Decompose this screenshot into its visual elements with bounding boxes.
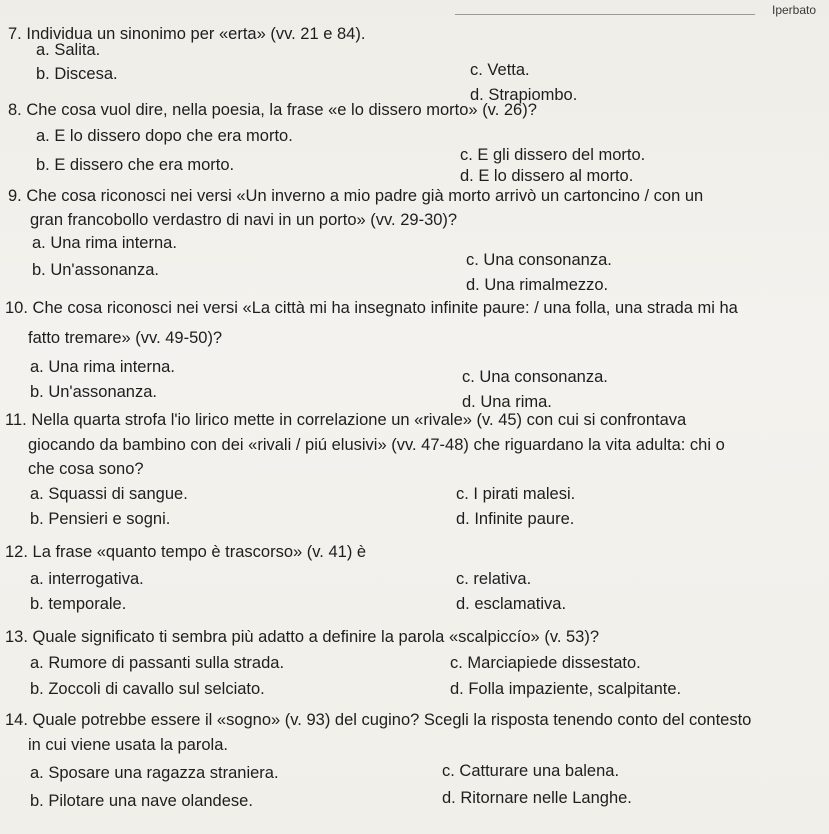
prev-answer-text: Iperbato <box>772 3 817 17</box>
question-9-text-line-1: 9. Che cosa riconosci nei versi «Un inverno a mio padre già morto arrivò un cartoncino / con un <box>8 187 704 205</box>
q11-option-c[interactable]: c. I pirati malesi. <box>456 485 576 503</box>
q13-option-a[interactable]: a. Rumore di passanti sulla strada. <box>30 654 285 672</box>
q9-option-a[interactable]: a. Una rima interna. <box>32 234 177 252</box>
question-9-text-line-2: gran francobollo verdastro di navi in un porto» (vv. 29-30)? <box>30 211 458 229</box>
q12-option-a[interactable]: a. interrogativa. <box>30 570 144 588</box>
question-10-text-line-1: 10. Che cosa riconosci nei versi «La città mi ha insegnato infinite paure: / una folla, una strada mi ha <box>5 299 738 317</box>
q9-option-b[interactable]: b. Un'assonanza. <box>32 261 159 279</box>
q8-option-b[interactable]: b. E dissero che era morto. <box>36 156 235 174</box>
q9-option-c[interactable]: c. Una consonanza. <box>466 251 612 269</box>
q11-option-d[interactable]: d. Infinite paure. <box>456 510 575 528</box>
q10-option-c[interactable]: c. Una consonanza. <box>462 368 608 386</box>
question-11-text-line-3: che cosa sono? <box>28 460 144 478</box>
question-7-text: 7. Individua un sinonimo per «erta» (vv. 21 e 84). <box>8 25 366 43</box>
q9-option-d[interactable]: d. Una rimalmezzo. <box>466 276 609 294</box>
q7-option-b[interactable]: b. Discesa. <box>36 65 118 83</box>
q7-option-d[interactable]: d. Strapiombo. <box>470 86 578 104</box>
q13-option-c[interactable]: c. Marciapiede dissestato. <box>450 654 641 672</box>
question-10-text-line-2: fatto tremare» (vv. 49-50)? <box>28 329 223 347</box>
q11-option-b[interactable]: b. Pensieri e sogni. <box>30 510 171 528</box>
q8-option-d[interactable]: d. E lo dissero al morto. <box>460 167 634 185</box>
question-13-text: 13. Quale significato ti sembra più adatto a definire la parola «scalpiccío» (v. 53)? <box>5 628 600 646</box>
q10-option-a[interactable]: a. Una rima interna. <box>30 358 175 376</box>
q8-option-c[interactable]: c. E gli dissero del morto. <box>460 146 646 164</box>
q7-option-c[interactable]: c. Vetta. <box>470 61 530 79</box>
question-14-text-line-2: in cui viene usata la parola. <box>28 736 228 754</box>
q13-option-d[interactable]: d. Folla impaziente, scalpitante. <box>450 680 682 698</box>
q14-option-c[interactable]: c. Catturare una balena. <box>442 762 620 780</box>
q12-option-c[interactable]: c. relativa. <box>456 570 532 588</box>
question-8-text: 8. Che cosa vuol dire, nella poesia, la frase «e lo dissero morto» (v. 26)? <box>8 101 537 119</box>
q14-option-a[interactable]: a. Sposare una ragazza straniera. <box>30 764 279 782</box>
question-14-text-line-1: 14. Quale potrebbe essere il «sogno» (v. 93) del cugino? Scegli la risposta tenendo conto del contesto <box>5 711 752 729</box>
question-11-text-line-1: 11. Nella quarta strofa l'io lirico mette in correlazione un «rivale» (v. 45) con cui si confrontava <box>5 411 687 429</box>
q7-option-a[interactable]: a. Salita. <box>36 41 101 59</box>
question-11-text-line-2: giocando da bambino con dei «rivali / piú elusivi» (vv. 47-48) che riguardano la vita adulta: chi o <box>28 436 725 454</box>
q12-option-b[interactable]: b. temporale. <box>30 595 127 613</box>
q10-option-d[interactable]: d. Una rima. <box>462 393 552 411</box>
q10-option-b[interactable]: b. Un'assonanza. <box>30 383 157 401</box>
q8-option-a[interactable]: a. E lo dissero dopo che era morto. <box>36 127 293 145</box>
question-12-text: 12. La frase «quanto tempo è trascorso» (v. 41) è <box>5 543 367 561</box>
q11-option-a[interactable]: a. Squassi di sangue. <box>30 485 188 503</box>
top-divider <box>455 14 755 15</box>
q14-option-d[interactable]: d. Ritornare nelle Langhe. <box>442 789 632 807</box>
q13-option-b[interactable]: b. Zoccoli di cavallo sul selciato. <box>30 680 265 698</box>
q14-option-b[interactable]: b. Pilotare una nave olandese. <box>30 792 253 810</box>
q12-option-d[interactable]: d. esclamativa. <box>456 595 567 613</box>
